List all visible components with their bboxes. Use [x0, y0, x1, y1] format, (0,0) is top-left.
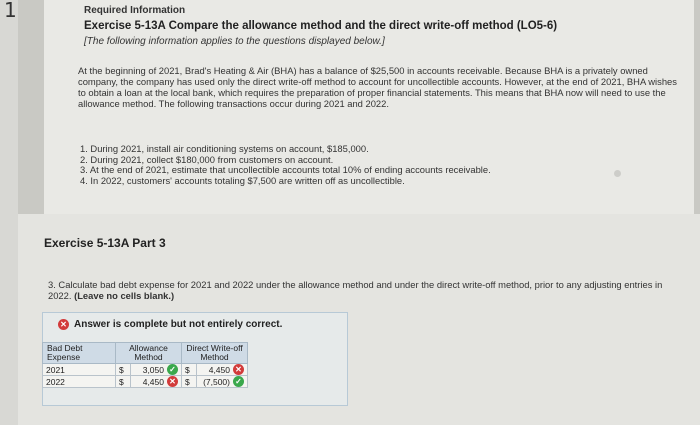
- incorrect-icon: ✕: [167, 376, 178, 387]
- allowance-value: 4,450: [142, 376, 164, 387]
- question-text: [48, 279, 668, 301]
- header-bad-debt-expense: Bad Debt Expense: [43, 343, 116, 364]
- list-item: 3. At the end of 2021, estimate that uncollectible accounts total 10% of ending accounts receivable.: [80, 164, 491, 175]
- list-item: 1. During 2021, install air conditioning systems on account, $185,000.: [80, 143, 369, 154]
- correct-icon: ✓: [233, 376, 244, 387]
- question-instruction: (Leave no cells blank.): [74, 290, 175, 301]
- incorrect-icon: ✕: [58, 319, 69, 330]
- transactions-list: [80, 144, 680, 186]
- direct-input-2021[interactable]: [197, 364, 248, 376]
- header-allowance-method: Allowance Method: [116, 343, 182, 364]
- required-info-title: Required Information: [84, 5, 186, 16]
- direct-value: 4,450: [208, 364, 230, 375]
- currency-symbol: $: [116, 376, 131, 388]
- currency-symbol: $: [182, 376, 197, 388]
- list-item: 4. In 2022, customers' accounts totaling $7,500 are written off as uncollectible.: [80, 174, 405, 186]
- bad-debt-table: [42, 342, 248, 388]
- allowance-value: 3,050: [142, 364, 164, 375]
- table-row: [43, 376, 248, 388]
- cursor-dot: [614, 170, 621, 177]
- table-header-row: [43, 343, 248, 364]
- table-row: [43, 364, 248, 376]
- currency-symbol: $: [116, 364, 131, 376]
- row-year: 2021: [43, 364, 116, 376]
- correct-icon: ✓: [167, 364, 178, 375]
- exercise-title: Exercise 5-13A Compare the allowance method and the direct write-off method (LO5-6): [84, 20, 558, 32]
- required-information-panel: [44, 0, 694, 215]
- page-number: 1: [4, 0, 17, 22]
- row-year: 2022: [43, 376, 116, 388]
- allowance-input-2021[interactable]: [131, 364, 182, 376]
- list-item: 2. During 2021, collect $180,000 from customers on account.: [80, 153, 334, 165]
- allowance-input-2022[interactable]: [131, 376, 182, 388]
- scenario-paragraph: At the beginning of 2021, Brad's Heating & Air (BHA) has a balance of $25,500 in accounts receivable. Because BHA is a privately owned company, the company has used only the direct write-off method to account for uncollectible accounts. However, at the end of 2021, BHA wishes to obtain a loan at the local bank, which requires the preparation of proper financial statements. This means that BHA now will need to use the allowance method. The following transactions occur during 2021 and 2022.: [78, 65, 677, 109]
- left-margin: [0, 0, 18, 425]
- incorrect-icon: ✕: [233, 364, 244, 375]
- direct-input-2022[interactable]: [197, 376, 248, 388]
- direct-value: (7,500): [203, 376, 230, 387]
- part-title: Exercise 5-13A Part 3: [44, 236, 166, 250]
- answer-status-text: Answer is complete but not entirely correct.: [74, 319, 283, 330]
- header-direct-writeoff-method: Direct Write-off Method: [182, 343, 248, 364]
- currency-symbol: $: [182, 364, 197, 376]
- exercise-note: [The following information applies to the questions displayed below.]: [84, 36, 385, 47]
- answer-status: [58, 319, 282, 330]
- question-body: 3. Calculate bad debt expense for 2021 and 2022 under the allowance method and under the direct write-off method, prior to any adjusting entries in 2022.: [48, 279, 663, 301]
